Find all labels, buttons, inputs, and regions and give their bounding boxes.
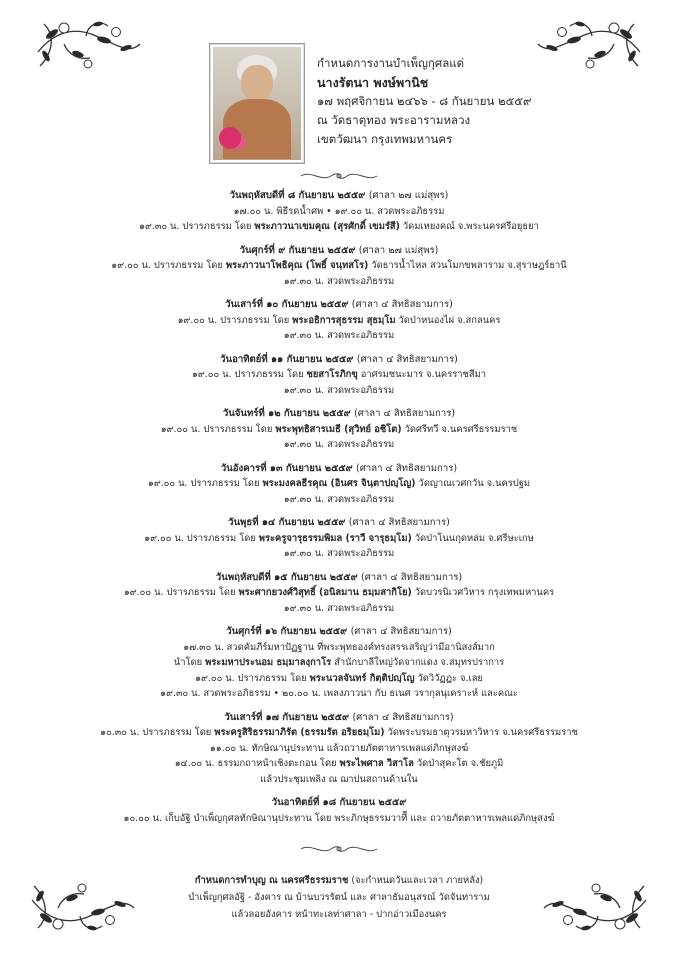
day-date: วันอาทิตย์ที่ ๑๘ กันยายน ๒๕๕๙ (271, 797, 407, 808)
day-title (40, 461, 638, 477)
day-title (40, 297, 638, 313)
day-hall: (ศาลา ๒๗ แม่สุพร) (368, 190, 449, 201)
day-date: วันพฤหัสบดีที่ ๘ กันยายน ๒๕๕๙ (229, 190, 366, 201)
schedule-line (40, 328, 638, 344)
speaker-name: พระครูจารุธรรมพิมล (ราวี จารุธมฺโม) (258, 532, 412, 544)
day-block (40, 624, 638, 702)
day-hall: (ศาลา ๔ สิทธิสยามการ) (356, 353, 458, 365)
schedule-line (40, 367, 638, 383)
scroll-divider-icon (299, 842, 379, 856)
schedule-text: ๑๙.๐๐ น. ปรารภธรรม โดย (144, 532, 259, 544)
day-block (40, 795, 638, 826)
speaker-name: พระมงคลธีรคุณ (อินศร จินฺตาปญฺโญ) (262, 478, 416, 489)
schedule-text: วัดป่าสุคะโต จ.ชัยภูมิ (413, 758, 504, 769)
speaker-name: พระนวลจันทร์ กิตฺติปญฺโญ (309, 672, 415, 684)
schedule-line (40, 811, 638, 827)
scroll-divider-icon (299, 169, 379, 183)
speaker-name: พระภาวนาเขมคุณ (สุรศักดิ์ เขมรํสี) (254, 221, 400, 232)
footer-title-bold: กำหนดการทำบุญ ณ นครศรีธรรมราช (194, 875, 349, 886)
corner-flourish-top-right (534, 14, 644, 76)
schedule-line (40, 772, 638, 788)
floral-ornament-icon (34, 14, 144, 76)
schedule-text: ๑๙.๓๐ น. สวดพระอภิธรรม (283, 275, 395, 287)
day-hall: (ศาลา ๔ สิทธิสยามการ) (351, 299, 453, 310)
schedule-text: ๑๙.๓๐ น. สวดพระอภิธรรม (283, 330, 395, 341)
schedule-text: ๑๙.๓๐ น. ปรารภธรรม โดย (139, 221, 255, 232)
speaker-name: พระครูสิริธรรมาภิรัต (ธรรมรัต อริยธมฺโม) (214, 727, 385, 738)
schedule-text: ๑๙.๓๐ น. สวดพระอภิธรรม (283, 602, 395, 614)
floral-ornament-icon (534, 14, 644, 76)
schedule-text: ๑๗.๐๐ น. พิธีรดน้ำศพ • ๑๙.๐๐ น. สวดพระอภิธรรม (233, 205, 445, 217)
schedule-text: ๑๙.๓๐ น. สวดพระอภิธรรม (283, 493, 395, 505)
memorial-header (317, 54, 531, 149)
day-date: วันเสาร์ที่ ๑๗ กันยายน ๒๕๕๙ (224, 711, 350, 723)
day-title (40, 570, 638, 586)
footer-title-note: (จะกำหนดวันและเวลา ภายหลัง) (351, 875, 484, 886)
day-hall: (ศาลา ๔ สิทธิสยามการ) (355, 462, 458, 474)
schedule-line (40, 422, 638, 438)
schedule-line (40, 383, 638, 399)
schedule-text: ๑๐.๓๐ น. ปรารภธรรม โดย (100, 727, 215, 738)
day-date: วันอังคารที่ ๑๓ กันยายน ๒๕๕๙ (220, 462, 353, 474)
schedule-text: วัดญาณเวศกวัน จ.นครปฐม (415, 478, 531, 489)
schedule-text: ๑๔.๐๐ น. ธรรมกถาหน้าเชิงตะกอน โดย (174, 758, 340, 769)
day-date: วันพฤหัสบดีที่ ๑๕ กันยายน ๒๕๕๙ (215, 571, 358, 583)
schedule-line (40, 258, 638, 274)
schedule-text: ๑๙.๐๐ น. ปรารภธรรม โดย (111, 260, 226, 271)
footer-line-2: แล้วลอยอังคาร หน้าทะเลท่าศาลา - ปากอ่าวเมืองนคร (231, 909, 447, 920)
life-dates: ๑๗ พฤศจิกายน ๒๔๖๖ - ๘ กันยายน ๒๕๕๙ (317, 94, 532, 108)
day-title (40, 352, 638, 368)
day-title (40, 624, 638, 640)
schedule-text: ๑๙.๐๐ น. ปรารภธรรม โดย (195, 672, 310, 684)
day-title (40, 795, 638, 811)
schedule-text: ๑๑.๐๐ น. ทักษิณานุประทาน แล้วถวายภัตตาหารเพลแด่ภิกษุสงฆ์ (209, 742, 469, 754)
schedule-text: ๑๙.๓๐ น. สวดพระอภิธรรม (283, 439, 395, 450)
schedule-line (40, 741, 638, 757)
day-hall: (ศาลา ๒๗ แม่สุพร) (358, 244, 439, 256)
ceremony-schedule (40, 188, 638, 834)
speaker-name: พระพุทธิสารเมธี (สุวิทย์ อชิโต) (275, 423, 402, 435)
schedule-line (40, 671, 638, 687)
day-date: วันพุธที่ ๑๔ กันยายน ๒๕๕๙ (228, 517, 346, 528)
schedule-text: นำโดย (173, 657, 206, 668)
schedule-text: วัดศรีทวี จ.นครศรีธรรมราช (401, 423, 518, 435)
schedule-text: สำนักบาลีใหญ่วัดจากแดง จ.สมุทรปราการ (331, 657, 505, 668)
venue-line-2: เขตวัฒนา กรุงเทพมหานคร (317, 132, 453, 146)
day-date: วันจันทร์ที่ ๑๒ กันยายน ๒๕๕๙ (222, 408, 351, 419)
day-hall: (ศาลา ๔ สิทธิสยามการ) (350, 626, 452, 637)
divider-ornament-top (299, 168, 379, 182)
schedule-line (40, 476, 638, 492)
day-title (40, 710, 638, 726)
day-block (40, 243, 638, 290)
schedule-text: ๑๙.๐๐ น. ปรารภธรรม โดย (147, 478, 263, 489)
day-hall: (ศาลา ๔ สิทธิสยามการ) (352, 711, 454, 723)
footer-line-1: บำเพ็ญกุศลอัฐิ - อังคาร ณ บ้านบวรรัตน์ และ ศาลาธัมอนุสรณ์ วัดจันทาราม (188, 892, 490, 903)
header-intro: กำหนดการงานบำเพ็ญกุศลแด่ (317, 56, 465, 70)
speaker-name: พระศากยวงศ์วิสุทธิ์ (อนิลมาน ธมฺมสากิโย) (238, 587, 412, 598)
schedule-line (40, 437, 638, 453)
footer-title (40, 872, 638, 889)
divider-ornament-bottom (299, 841, 379, 855)
day-block (40, 461, 638, 508)
schedule-text: ๑๙.๐๐ น. ปรารภธรรม โดย (191, 369, 307, 380)
day-block (40, 406, 638, 453)
schedule-text: ๑๙.๐๐ น. ปรารภธรรม โดย (123, 587, 239, 598)
day-date: วันศุกร์ที่ ๑๖ กันยายน ๒๕๕๙ (226, 626, 348, 637)
speaker-name: พระภาวนาโพธิคุณ (โพธิ์ จนฺทสโร) (225, 260, 369, 271)
schedule-text: ๑๙.๓๐ น. สวดพระอภิธรรม (283, 548, 395, 559)
schedule-text: ๑๙.๐๐ น. ปรารภธรรม โดย (160, 423, 276, 435)
corner-flourish-top-left (34, 14, 144, 76)
day-hall: (ศาลา ๔ สิทธิสยามการ) (348, 517, 450, 528)
day-block (40, 710, 638, 788)
day-block (40, 188, 638, 235)
day-hall: (ศาลา ๔ สิทธิสยามการ) (353, 408, 456, 419)
schedule-line (40, 725, 638, 741)
schedule-text: อาศรมชนะมาร จ.นครราชสีมา (357, 369, 487, 380)
schedule-line (40, 531, 638, 547)
speaker-name: ชยสาโรภิกขุ (306, 369, 358, 380)
day-date: วันอาทิตย์ที่ ๑๑ กันยายน ๒๕๕๙ (220, 353, 354, 365)
schedule-text: ๑๗.๓๐ น. สวดคัมภีร์มหาปัฏฐาน ที่พระพุทธองค์ทรงสรรเสริญว่ามีอานิสงส์มาก (183, 641, 495, 653)
schedule-line (40, 655, 638, 671)
schedule-line (40, 756, 638, 772)
schedule-text: วัดวิวัฏฏะ จ.เลย (414, 672, 483, 684)
schedule-line (40, 585, 638, 601)
portrait-photo (213, 47, 301, 160)
schedule-line (40, 219, 638, 235)
schedule-text: วัดป่าหนองไผ่ จ.สกลนคร (395, 314, 501, 326)
deceased-name: นางรัตนา พงษ์พานิช (317, 75, 429, 90)
day-date: วันเสาร์ที่ ๑๐ กันยายน ๒๕๕๙ (225, 299, 349, 310)
day-block (40, 297, 638, 344)
venue-line-1: ณ วัดธาตุทอง พระอารามหลวง (317, 113, 471, 127)
footer-section (40, 872, 638, 923)
schedule-line (40, 274, 638, 290)
schedule-line (40, 686, 638, 702)
day-title (40, 188, 638, 204)
schedule-text: ๑๐.๐๐ น. เก็บอัฐิ บำเพ็ญกุศลทักษิณานุประทาน โดย พระภิกษุธรรมวาทีี และ ถวายภัตตาหารเพลแด่ภิกษุสงฆ์ (123, 812, 555, 824)
speaker-name: พระอธิการสุธรรม สุธมฺโม (292, 314, 396, 326)
schedule-text: วัดพระบรมธาตุวรมหาวิหาร จ.นครศรีธรรมราช (384, 727, 578, 738)
schedule-text: วัดธารน้ำไหล สวนโมกขพลาราม จ.สุราษฎร์ธานี (368, 260, 567, 271)
day-block (40, 352, 638, 399)
schedule-text: แล้วประชุมเพลิง ณ ฌาปนสถานด้านใน (260, 773, 418, 785)
speaker-name: พระไพศาล วิสาโล (339, 758, 414, 769)
portrait-frame (209, 43, 305, 164)
day-block (40, 570, 638, 617)
schedule-line (40, 204, 638, 220)
day-title (40, 515, 638, 531)
schedule-text: วัดมเหยงคณ์ จ.พระนครศรีอยุธยา (399, 221, 539, 232)
schedule-line (40, 313, 638, 329)
day-title (40, 243, 638, 259)
schedule-line (40, 640, 638, 656)
speaker-name: พระมหาประนอม ธมฺมาลงฺกาโร (205, 657, 332, 668)
schedule-text: วัดป่าโนนกุดหล่ม จ.ศรีษะเกษ (411, 532, 534, 544)
schedule-line (40, 601, 638, 617)
day-hall: (ศาลา ๔ สิทธิสยามการ) (360, 571, 463, 583)
schedule-text: วัดบวรนิเวศวิหาร กรุงเทพมหานคร (411, 587, 555, 598)
schedule-text: ๑๙.๓๐ น. สวดพระอภิธรรม (283, 384, 395, 396)
schedule-text: ๑๙.๓๐ น. สวดพระอภิธรรม • ๒๐.๐๐ น. เพลงภาวนา กับ ธเนศ วรากุลนุเคราะห์ และคณะ (160, 688, 518, 699)
schedule-text: ๑๙.๐๐ น. ปรารภธรรม โดย (177, 314, 293, 326)
day-date: วันศุกร์ที่ ๙ กันยายน ๒๕๕๙ (239, 244, 356, 256)
schedule-line (40, 546, 638, 562)
day-title (40, 406, 638, 422)
day-block (40, 515, 638, 562)
schedule-line (40, 492, 638, 508)
